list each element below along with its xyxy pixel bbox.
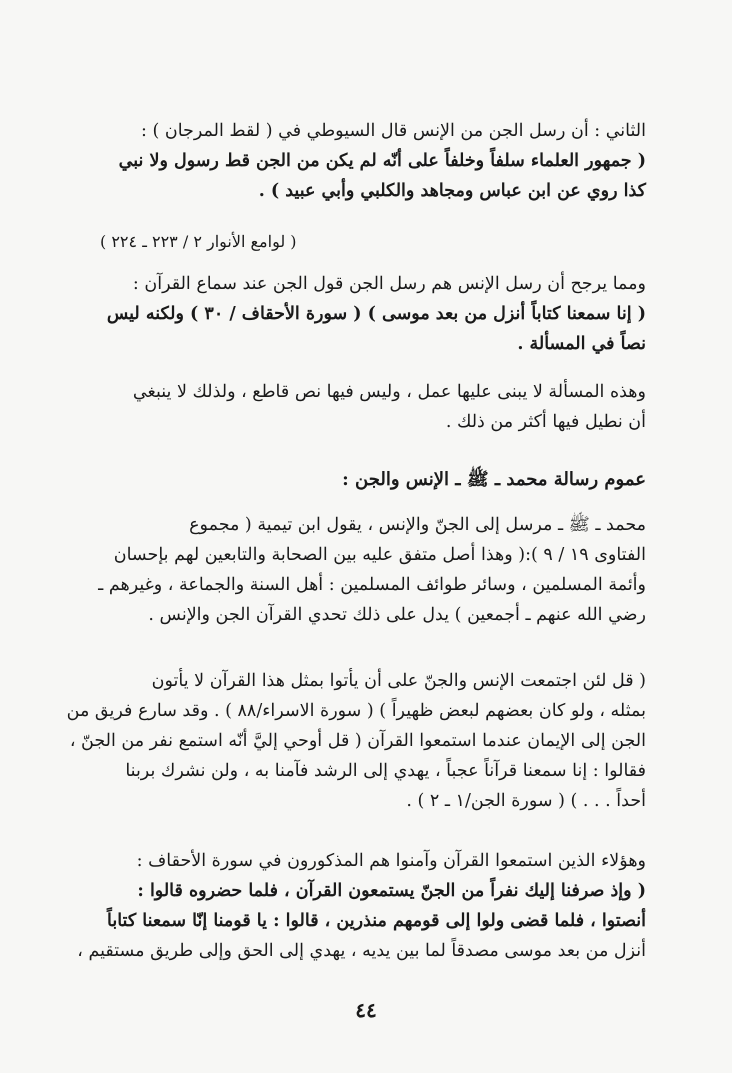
paragraph-prefers [96,269,646,359]
text-line: كذا روي عن ابن عباس ومجاهد والكلبي وأبي عبيد ) . [258,181,646,201]
text-line: الثاني : أن رسل الجن من الإنس قال السيوطي في ( لقط المرجان ) : [141,121,646,141]
source-citation: ( لوامع الأنوار ٢ / ٢٢٣ ـ ٢٢٤ ) [100,232,297,251]
text-line: ( إنا سمعنا كتاباً أنزل من بعد موسى ) ( سورة الأحقاف / ٣٠ ) ولكنه ليس [106,304,646,324]
text-line: أن نطيل فيها أكثر من ذلك . [445,412,646,432]
paragraph-challenge [66,666,646,816]
paragraph-muhammad [96,510,646,630]
paragraph-second-opinion [96,116,646,206]
text-line: الجن إلى الإيمان عندما استمعوا القرآن ( قل أوحي إليَّ أنّه استمع نفر من الجنّ ، [69,731,646,751]
text-line: وهؤلاء الذين استمعوا القرآن وآمنوا هم المذكورون في سورة الأحقاف : [136,851,646,871]
text-line: ( جمهور العلماء سلفاً وخلفاً على أنّه لم يكن من الجن قط رسول ولا نبي [118,151,646,171]
paragraph-issue [96,377,646,437]
text-line: وأئمة المسلمين ، وسائر طوائف المسلمين : أهل السنة والجماعة ، وغيرهم ـ [98,575,646,595]
text-line: الفتاوى ١٩ / ٩ ):( وهذا أصل متفق عليه بين الصحابة والتابعين لهم بإحسان [113,545,646,565]
text-line: ( وإذ صرفنا إليك نفراً من الجنّ يستمعون القرآن ، فلما حضروه قالوا : [137,881,646,901]
text-line: ومما يرجح أن رسل الإنس هم رسل الجن قول الجن عند سماع القرآن : [132,274,646,294]
text-line: نصاً في المسألة . [517,334,646,354]
paragraph-ahqaf [77,846,646,966]
text-line: أحداً . . . ) ( سورة الجن/١ ـ ٢ ) . [406,791,646,811]
page-number: ٤٤ [355,998,377,1022]
text-line: فقالوا : إنا سمعنا قرآناً عجباً ، يهدي إلى الرشد فآمنا به ، ولن نشرك بربنا [125,761,646,781]
text-line: ( قل لئن اجتمعت الإنس والجنّ على أن يأتوا بمثل هذا القرآن لا يأتون [151,671,646,691]
text-line: رضي الله عنهم ـ أجمعين ) يدل على ذلك تحدي القرآن الجن والإنس . [148,605,646,625]
text-line: وهذه المسألة لا يبنى عليها عمل ، وليس فيها نص قاطع ، ولذلك لا ينبغي [132,382,646,402]
text-line: بمثله ، ولو كان بعضهم لبعض ظهيراً ) ( سورة الاسراء/٨٨ ) . وقد سارع فريق من [66,701,646,721]
text-line: أنصتوا ، فلما قضى ولوا إلى قومهم منذرين ، قالوا : يا قومنا إنّا سمعنا كتاباً [107,911,646,931]
text-line: محمد ـ ﷺ ـ مرسل إلى الجنّ والإنس ، يقول ابن تيمية ( مجموع [189,515,646,535]
text-line: أنزل من بعد موسى مصدقاً لما بين يديه ، يهدي إلى الحق وإلى طريق مستقيم ، [77,941,646,961]
section-heading: عموم رسالة محمد ـ ﷺ ـ الإنس والجن : [342,469,646,490]
